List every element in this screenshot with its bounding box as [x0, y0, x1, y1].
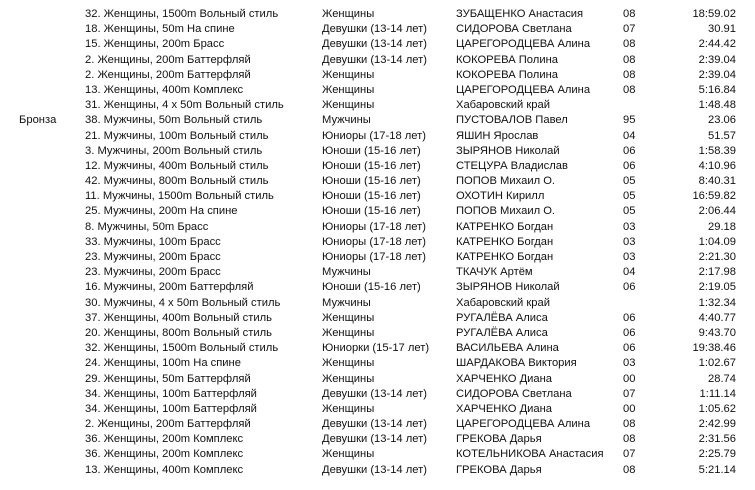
event-cell: 25. Мужчины, 200m На спине [85, 205, 238, 218]
result-time-cell: 30.91 [708, 23, 736, 36]
result-time-cell: 28.74 [708, 372, 736, 385]
birth-year-cell: 08 [623, 8, 636, 20]
age-group-cell: Юноши (15-16 лет) [322, 159, 421, 172]
result-time-cell: 23.06 [708, 114, 736, 127]
age-group-cell: Женщины [322, 402, 375, 415]
age-group-cell: Женщины [322, 8, 375, 20]
result-row [0, 98, 755, 113]
event-cell: 2. Женщины, 200m Баттерфляй [85, 68, 251, 81]
result-row [0, 174, 755, 189]
result-row [0, 250, 755, 265]
result-row [0, 265, 755, 280]
event-cell: 3. Мужчины, 200m Вольный стиль [85, 144, 263, 157]
event-cell: 34. Женщины, 100m Баттерфляй [85, 402, 257, 415]
result-row [0, 280, 755, 295]
result-time-cell: 5:21.14 [698, 463, 736, 476]
birth-year-cell: 07 [623, 387, 636, 400]
swimmer-name-cell: РУГАЛЁВА Алиса [456, 311, 548, 324]
swimmer-name-cell: ПУСТОВАЛОВ Павел [456, 114, 568, 127]
result-time-cell: 1:05.62 [698, 402, 736, 415]
event-cell: 24. Женщины, 100m На спине [85, 357, 241, 370]
result-row [0, 417, 755, 432]
age-group-cell: Девушки (13-14 лет) [322, 418, 427, 431]
swimmer-name-cell: КОКОРЕВА Полина [456, 53, 558, 66]
result-row [0, 341, 755, 356]
birth-year-cell: 00 [623, 402, 636, 415]
event-cell: 13. Женщины, 400m Комплекс [85, 463, 244, 476]
result-row [0, 204, 755, 219]
birth-year-cell: 03 [623, 220, 636, 233]
age-group-cell: Юниоры (17-18 лет) [322, 220, 426, 233]
result-row [0, 235, 755, 250]
result-row [0, 311, 755, 326]
swimmer-name-cell: ЦАРЕГОРОДЦЕВА Алина [456, 418, 591, 431]
result-row [0, 220, 755, 235]
event-cell: 37. Женщины, 400m Вольный стиль [85, 311, 272, 324]
result-row [0, 7, 755, 22]
birth-year-cell: 03 [623, 235, 636, 248]
age-group-cell: Девушки (13-14 лет) [322, 23, 427, 36]
result-row [0, 144, 755, 159]
result-row [0, 53, 755, 68]
result-time-cell: 16:59.82 [692, 190, 736, 203]
birth-year-cell: 06 [623, 281, 636, 294]
swimmer-name-cell: ЦАРЕГОРОДЦЕВА Алина [456, 83, 591, 96]
result-row [0, 356, 755, 371]
birth-year-cell: 04 [623, 266, 636, 279]
age-group-cell: Юниоры (17-18 лет) [322, 129, 426, 142]
swimmer-name-cell: ШАРДАКОВА Виктория [456, 357, 577, 370]
birth-year-cell: 08 [623, 463, 636, 476]
swimmer-name-cell: ГРЕКОВА Дарья [456, 433, 542, 446]
age-group-cell: Женщины [322, 99, 375, 112]
age-group-cell: Юноши (15-16 лет) [322, 144, 421, 157]
birth-year-cell: 03 [623, 251, 636, 263]
result-time-cell: 2:25.79 [698, 448, 736, 461]
age-group-cell: Девушки (13-14 лет) [322, 433, 427, 446]
birth-year-cell: 07 [623, 448, 636, 461]
result-row [0, 402, 755, 417]
birth-year-cell: 08 [623, 418, 636, 431]
birth-year-cell: 05 [623, 190, 636, 203]
event-cell: 33. Мужчины, 100m Брасс [85, 235, 221, 248]
swimmer-name-cell: ЯШИН Ярослав [456, 129, 539, 142]
age-group-cell: Мужчины [322, 266, 371, 279]
event-cell: 20. Женщины, 800m Вольный стиль [85, 326, 272, 339]
result-time-cell: 1:58.39 [698, 144, 736, 157]
result-row [0, 159, 755, 174]
age-group-cell: Юноши (15-16 лет) [322, 175, 421, 188]
result-row [0, 326, 755, 341]
result-row [0, 432, 755, 447]
result-row [0, 387, 755, 402]
event-cell: 18. Женщины, 50m На спине [85, 23, 235, 36]
age-group-cell: Девушки (13-14 лет) [322, 38, 427, 51]
result-row [0, 37, 755, 52]
age-group-cell: Юноши (15-16 лет) [322, 190, 421, 203]
birth-year-cell: 04 [623, 129, 636, 142]
event-cell: 30. Мужчины, 4 x 50m Вольный стиль [85, 296, 281, 309]
birth-year-cell: 06 [623, 311, 636, 324]
swimmer-name-cell: КАТРЕНКО Богдан [456, 235, 554, 248]
age-group-cell: Женщины [322, 448, 375, 461]
swimmer-name-cell: ГРЕКОВА Дарья [456, 463, 542, 476]
swimmer-name-cell: ЗЫРЯНОВ Николай [456, 144, 560, 157]
event-cell: 2. Женщины, 200m Баттерфляй [85, 53, 251, 66]
swimmer-name-cell: ТКАЧУК Артём [456, 266, 533, 279]
age-group-cell: Юниоры (17-18 лет) [322, 235, 426, 248]
age-group-cell: Мужчины [322, 296, 371, 309]
event-cell: 31. Женщины, 4 x 50m Вольный стиль [85, 99, 284, 112]
birth-year-cell: 05 [623, 205, 636, 218]
result-row [0, 113, 755, 128]
result-time-cell: 18:59.02 [692, 8, 736, 20]
birth-year-cell: 08 [623, 68, 636, 81]
result-time-cell: 1:48.48 [698, 99, 736, 112]
result-time-cell: 1:32.34 [698, 296, 736, 309]
event-cell: 34. Женщины, 100m Баттерфляй [85, 387, 257, 400]
birth-year-cell: 06 [623, 159, 636, 172]
event-cell: 36. Женщины, 200m Комплекс [85, 448, 244, 461]
age-group-cell: Женщины [322, 357, 375, 370]
swimmer-name-cell: ПОПОВ Михаил О. [456, 175, 556, 188]
event-cell: 2. Женщины, 200m Баттерфляй [85, 418, 251, 431]
birth-year-cell: 08 [623, 83, 636, 96]
swimmer-name-cell: Хабаровский край [456, 296, 551, 309]
birth-year-cell: 05 [623, 175, 636, 188]
birth-year-cell: 06 [623, 144, 636, 157]
swimmer-name-cell: КОТЕЛЬНИКОВА Анастасия [456, 448, 604, 461]
birth-year-cell: 07 [623, 23, 636, 36]
result-time-cell: 2:21.30 [698, 251, 736, 263]
result-row [0, 372, 755, 387]
event-cell: 32. Женщины, 1500m Вольный стиль [85, 8, 279, 20]
result-time-cell: 51.57 [708, 129, 736, 142]
swimmer-name-cell: КОКОРЕВА Полина [456, 68, 558, 81]
age-group-cell: Юноши (15-16 лет) [322, 281, 421, 294]
event-cell: 42. Мужчины, 800m Вольный стиль [85, 175, 269, 188]
result-time-cell: 2:06.44 [698, 205, 736, 218]
result-time-cell: 29.18 [708, 220, 736, 233]
result-row [0, 83, 755, 98]
birth-year-cell: 08 [623, 53, 636, 66]
swimmer-name-cell: СИДОРОВА Светлана [456, 23, 572, 36]
medal-cell: Бронза [19, 114, 57, 127]
result-row [0, 463, 755, 478]
result-time-cell: 8:40.31 [698, 175, 736, 188]
swimmer-name-cell: ХАРЧЕНКО Диана [456, 402, 553, 415]
result-time-cell: 4:10.96 [698, 159, 736, 172]
results-list [0, 7, 755, 478]
age-group-cell: Женщины [322, 326, 375, 339]
event-cell: 38. Мужчины, 50m Вольный стиль [85, 114, 263, 127]
swimmer-name-cell: ЗЫРЯНОВ Николай [456, 281, 560, 294]
event-cell: 29. Женщины, 50m Баттерфляй [85, 372, 251, 385]
birth-year-cell: 03 [623, 357, 636, 370]
swimmer-name-cell: РУГАЛЁВА Алиса [456, 326, 548, 339]
swimmer-name-cell: ЗУБАЩЕНКО Анастасия [456, 8, 584, 20]
result-time-cell: 1:04.09 [698, 235, 736, 248]
event-cell: 32. Женщины, 1500m Вольный стиль [85, 342, 279, 355]
event-cell: 23. Мужчины, 200m Брасс [85, 251, 221, 263]
birth-year-cell: 00 [623, 372, 636, 385]
age-group-cell: Девушки (13-14 лет) [322, 53, 427, 66]
age-group-cell: Девушки (13-14 лет) [322, 387, 427, 400]
event-cell: 16. Мужчины, 200m Баттерфляй [85, 281, 254, 294]
swimmer-name-cell: ХАРЧЕНКО Диана [456, 372, 553, 385]
swimmer-name-cell: Хабаровский край [456, 99, 551, 112]
birth-year-cell: 08 [623, 38, 636, 51]
birth-year-cell: 08 [623, 433, 636, 446]
age-group-cell: Юниоры (17-18 лет) [322, 251, 426, 263]
result-time-cell: 1:02.67 [698, 357, 736, 370]
result-time-cell: 4:40.77 [698, 311, 736, 324]
event-cell: 21. Мужчины, 100m Вольный стиль [85, 129, 269, 142]
swimmer-name-cell: СИДОРОВА Светлана [456, 387, 572, 400]
result-time-cell: 5:16.84 [698, 83, 736, 96]
age-group-cell: Юноши (15-16 лет) [322, 205, 421, 218]
swimmer-name-cell: КАТРЕНКО Богдан [456, 220, 554, 233]
result-time-cell: 2:39.04 [698, 68, 736, 81]
result-time-cell: 2:17.98 [698, 266, 736, 279]
event-cell: 13. Женщины, 400m Комплекс [85, 83, 244, 96]
result-time-cell: 19:38.46 [692, 342, 736, 355]
result-time-cell: 2:44.42 [698, 38, 736, 51]
swimmer-name-cell: ЦАРЕГОРОДЦЕВА Алина [456, 38, 591, 51]
age-group-cell: Девушки (13-14 лет) [322, 463, 427, 476]
event-cell: 36. Женщины, 200m Комплекс [85, 433, 244, 446]
swimmer-name-cell: ПОПОВ Михаил О. [456, 205, 556, 218]
age-group-cell: Мужчины [322, 114, 371, 127]
swimmer-name-cell: ОХОТИН Кирилл [456, 190, 545, 203]
event-cell: 23. Мужчины, 200m Брасс [85, 266, 221, 279]
age-group-cell: Женщины [322, 311, 375, 324]
result-time-cell: 2:42.99 [698, 418, 736, 431]
birth-year-cell: 06 [623, 342, 636, 355]
result-row [0, 22, 755, 37]
result-time-cell: 2:19.05 [698, 281, 736, 294]
birth-year-cell: 95 [623, 114, 636, 127]
result-row [0, 129, 755, 144]
event-cell: 15. Женщины, 200m Брасс [85, 38, 225, 51]
result-row [0, 447, 755, 462]
event-cell: 11. Мужчины, 1500m Вольный стиль [85, 190, 274, 203]
age-group-cell: Юниорки (15-17 лет) [322, 342, 430, 355]
swimmer-name-cell: ВАСИЛЬЕВА Алина [456, 342, 559, 355]
result-time-cell: 2:31.56 [698, 433, 736, 446]
age-group-cell: Женщины [322, 68, 375, 81]
result-row [0, 296, 755, 311]
age-group-cell: Женщины [322, 372, 375, 385]
birth-year-cell: 06 [623, 326, 636, 339]
result-row [0, 68, 755, 83]
swimmer-name-cell: КАТРЕНКО Богдан [456, 251, 554, 263]
result-time-cell: 9:43.70 [698, 326, 736, 339]
result-time-cell: 1:11.14 [699, 387, 736, 400]
age-group-cell: Женщины [322, 83, 375, 96]
result-row [0, 189, 755, 204]
result-time-cell: 2:39.04 [698, 53, 736, 66]
swimmer-name-cell: СТЕЦУРА Владислав [456, 159, 568, 172]
event-cell: 8. Мужчины, 50m Брасс [85, 220, 209, 233]
event-cell: 12. Мужчины, 400m Вольный стиль [85, 159, 269, 172]
